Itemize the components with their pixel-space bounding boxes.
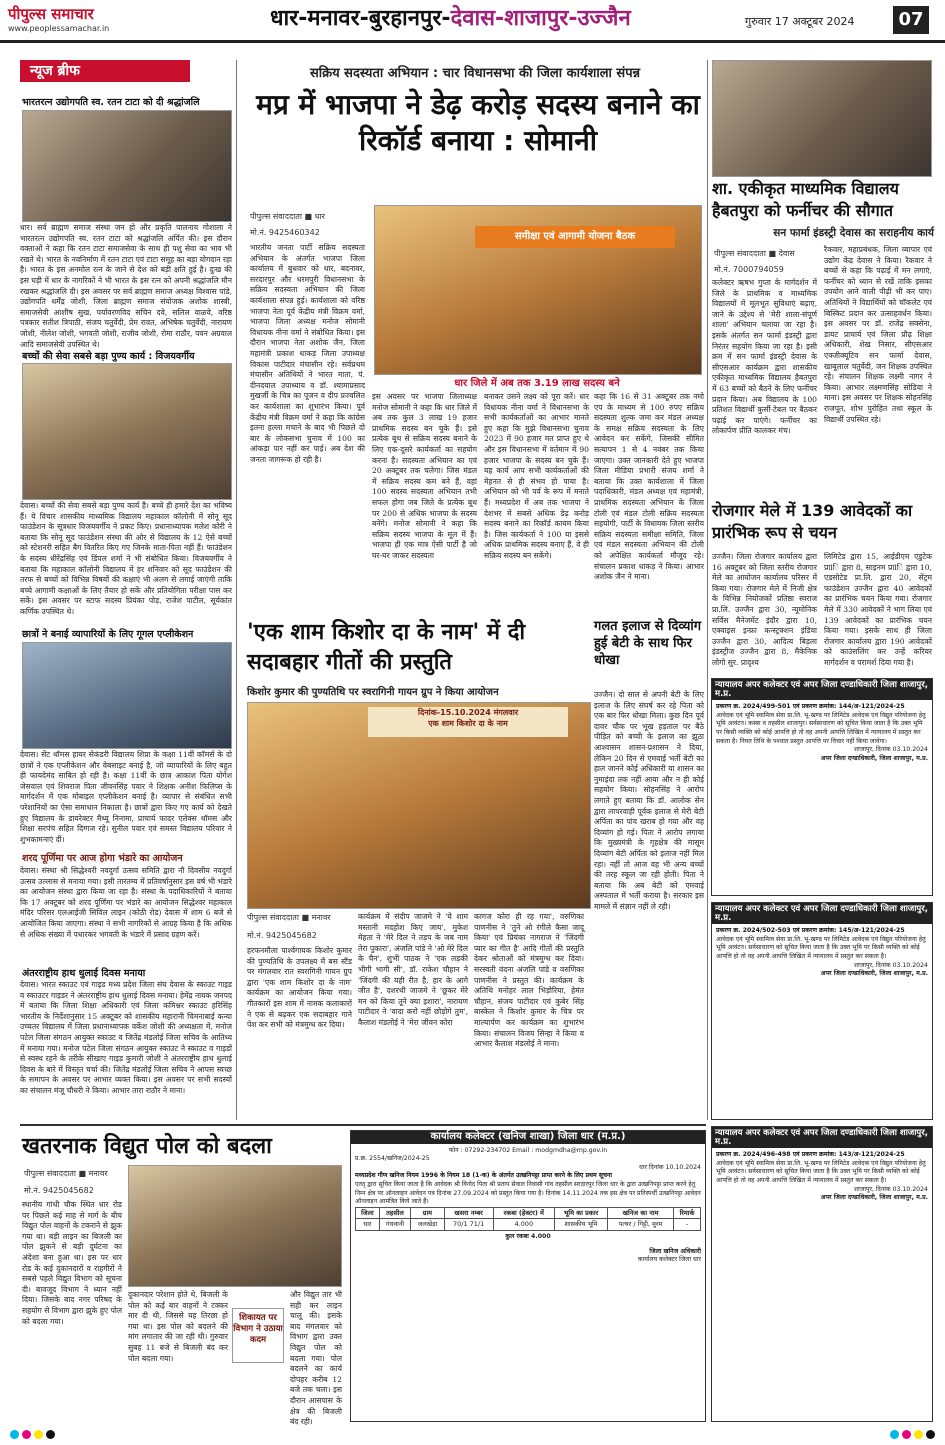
brief-headline-app: छात्रों ने बनाई व्यापारियों के लिए गूगल एप्लीकेशन <box>22 629 194 640</box>
horizontal-divider <box>20 1124 706 1126</box>
brief-body-tata: धार। सर्व ब्राह्मण समाज संस्था जन हो और प्रकृति पालनाय गोशाला ने भारतरत्न उद्योगपति स्व. रतन टाटा को श्रद्धांजलि अर्पित की। इस दौरान वक्ताओं ने कहा कि रतन टाटा समाजसेवा के साथ ही पशु सेवा का भाव भी रखते थे। भारत के नवनिर्माण में रतन टाटा एवं टाटा समूह का बड़ा योगदान रहा है। भारत के इस अनमोल रत्न के जाने से देश को बड़ी क्षति हुई है। दुःख की इस घड़ी में धार के नागरिकों ने भी भारत के इस रत्न को अपनी श्रद्धांजलि मौन रखकर श्रद्धांजलि दी। इस अवसर पर सर्व ब्राह्मण समाज अध्यक्ष विश्वास पांडे, उद्योगपति धर्मेंद्र जोशी, जिला ब्राह्मण समाज संयोजक अशोक शास्त्री, समाजसेवी आशीष सुख, पर्यावरणविद सचिन दवे, सलिल वाळवे, वरिष्ठ पत्रकार सतीश त्रिपाठी, संजय चतुर्वेदी, प्रेम रावत, अभिषेक चतुर्वेदी, नारायण जोशी, नीलेश जोशी, भगवती जोशी, राजीव जोशी, रोमा राठौर, पवन अग्रवाल आदि समाजसेवी उपस्थित थे। <box>20 223 232 349</box>
bjp-photo <box>374 205 702 375</box>
kishore-col-1: हरफनमौला पार्श्वगायक किशोर कुमार की पुण्यतिथि के उपलक्ष्य में बस स्टैंड पर मंगलवार रात स्वरागिनी गायन ग्रुप द्वारा 'एक शाम किशोर दा के नाम' कार्यक्रम का आयोजन किया गया। गीतकारों इस शाम में नामक कलाकारों ने एक से बढ़कर एक सदाबहार गाने पेश कर सभी को मंत्रमुग्ध कर दिया। <box>247 946 352 1030</box>
kishore-col-2: कार्यक्रम में संदीप जाजमे ने 'ये शाम मस्तानी मदहोश किए जाय', मुकेश मेहता ने 'मेरे दिल ने तड़प के जब नाम तेरा पुकारा', अंजलि पांडे ने 'ओ मेरे दिल के चैन', शुभी पाठक ने 'एक लड़की भीगी भागी सी', डॉ. राकेश चौहान ने 'जिंदगी की यही रीत है, हार के आगे जीत है', दशरथी जाजमे ने 'छूकर मेरे मन को किया तूने क्या इशारा', नारायण पाटीदार ने 'वादा करो नहीं छोड़ोगे तुम', कैलाश मंडलोई ने 'मेरा जीवन कोरा <box>358 912 468 1027</box>
mining-table-cell: 70/1 71/1 <box>444 1219 493 1231</box>
court-notice-2-date: शाजापुर, दिनांक 03.10.2024 <box>853 961 928 969</box>
bjp-photo-banner: समीक्षा एवं आगामी योजना बैठक <box>475 226 675 248</box>
brief-body-app: देवास। सेंट थॉमस हायर सेकंडरी विद्यालय शिप्रा के कक्षा 11वीं कॉमर्स के दो छात्रों ने एक एप्लीकेशन और वेबसाइट बनाई है, जो व्यापारियों के लिए बहुत ही फायदेमंद साबित हो रही है। कक्षा 11वीं के छात्र आकाश पिता योगेश जेसवाल एवं शिवराज पिता जीवनसिंह पवार ने शिक्षक अनीश फिलिप्स के मार्गदर्शन में एक मोबाइल एप्लीकेशन बनाई है। व्यापार से संबंधित सभी परेशानियों का ऐसा समाधान निकाला है। छात्रों द्वारा किए गए कार्य को देखते हुए विद्यालय के डायरेक्टर मैथ्यू निनामा, प्राचार्य फादर एलेक्स थॉमस और शिक्षा सरपंच सहित दिग्गज रहे। सुनील पवार एवं समस्त विद्यालय परिवार ने शुभकामनाएं दीं। <box>20 750 232 844</box>
school-photo <box>712 60 932 177</box>
treatment-headline: गलत इलाज से दिव्यांग हुई बेटी के साथ फिर धोखा <box>594 619 702 668</box>
bjp-col-4: कहा कि 16 से 31 अक्टूबर तक नमो एप के माध्यम से 100 रुपए सक्रिय सदस्यता शुल्क जमा कर मंडल अध्यक्ष के समक्ष सक्रिय सदस्यता के लिए आवेदन कर सकेंगे, जिसकी सीमित सत्यापन 1 से 4 नवंबर तक किया जाएगा। उक्त जानकारी देते हुए भाजपा जिला मीडिया प्रभारी संजय शर्मा ने बताया कि उक्त कार्यशाला में जिला पदाधिकारी, मंडल अध्यक्ष एवं महामंत्री, प्राथमिक सदस्यता अभियान के जिला टोली एवं मंडल टोली सक्रिय सदस्यता सहयोगी, पार्टी के विधायक जिला स्तरीय सक्रिय सदस्यता समीक्षा समिति, जिला एवं मंडल सदस्यता अभियान की टोली को अपेक्षित कार्यकर्ता मौजूद रहे। संचालन प्रकाश धाकड़ ने किया। आभार अशोक जैन ने माना। <box>594 392 704 582</box>
cmyk-dot-black <box>926 1430 935 1439</box>
court-notice-3 <box>711 1126 933 1422</box>
school-headline: शा. एकीकृत माध्यमिक विद्यालय हैबतपुरा को फर्नीचर की सौगात <box>712 179 899 220</box>
brand-logo: पीपुल्स समाचार <box>8 5 94 23</box>
cmyk-dot-magenta <box>22 1430 31 1439</box>
cmyk-dot-black <box>46 1430 55 1439</box>
bjp-mobile: मो.नं. 9425460342 <box>250 228 320 237</box>
mining-table-cell: गंधवानी <box>379 1219 410 1231</box>
kishore-headline: 'एक शाम किशोर दा के नाम' में दी सदाबहार गीतों की प्रस्तुति <box>247 620 526 675</box>
mining-notice <box>350 1130 706 1422</box>
column-divider-mid <box>707 60 708 1120</box>
school-col-2: रैकवार, महाप्रबंधक, जिला व्यापार एवं उद्योग केंद्र देवास ने किया। रैकवार ने बच्चों से कहा कि पढ़ाई में मन लगाएं, फर्नीचर को ध्यान से रखें ताकि इसका उपयोग आने वाली पीढ़ी भी कर पाए। अतिथियों ने विद्यार्थियों को चॉकलेट एवं बिस्किट प्रदान कर उत्साहवर्धन किया। इस अवसर पर डॉ. राजेंद्र सक्सेना, डायट प्राचार्य एवं जिला प्रौढ़ शिक्षा अधिकारी, शेख निसार, सीएसआर एक्जीक्यूटिव सन फार्मा देवास, खाबूलाल चतुर्वेदी, जन शिक्षक उपस्थित रहे। संचालन शिक्षक लक्ष्मी नागर ने किया। आभार लक्ष्मणसिंह सोडिया ने माना। इस अवसर पर शिक्षक सोहनसिंह राजपूत, शोभ पुरोहित तथा स्कूल के विद्यार्थी उपस्थित रहे। <box>824 245 932 424</box>
issue-date: गुरुवार 17 अक्टूबर 2024 <box>745 15 855 28</box>
mining-table-header: तहसील <box>379 1207 410 1219</box>
court-notice-2-case: प्रकरण क्र. 2024/502-503 एवं प्रकरण क्रमांक: 145/अ-121/2024-25 <box>716 927 905 935</box>
mining-notice-signature: कार्यालय कलेक्टर जिला धार <box>637 1256 701 1264</box>
mining-notice-title: कार्यालय कलेक्टर (खनिज शाखा) जिला धार (म.प्र.) <box>351 1131 705 1144</box>
mining-table-header: जिला <box>356 1207 380 1219</box>
pole-photo <box>128 1165 342 1287</box>
court-notice-1-case: प्रकरण क्र. 2024/499-501 एवं प्रकरण क्रमांक: 144/अ-121/2024-25 <box>716 703 905 711</box>
cmyk-dot-yellow <box>34 1430 43 1439</box>
court-notice-2-footer: अपर जिला दण्डाधिकारी, जिला शाजापुर, म.प्र. <box>820 970 928 978</box>
pole-mobile: मो.नं. 9425045682 <box>24 1186 94 1195</box>
pole-highlight-box: शिकायत पर विभाग ने उठाया कदम <box>232 1308 284 1363</box>
bjp-col-1: भारतीय जनता पार्टी सक्रिय सदस्यता अभियान के अंतर्गत भाजपा जिला कार्यालय में बुधवार को धार, बदनावर, सरदारपुर और धरमपुरी विधानसभा के सक्रिय सदस्यता अभियान की जिला कार्यशाला संपन्न हुई। कार्यशाला को वरिष्ठ भाजपा नेता पूर्व केंद्रीय मंत्री विक्रम वर्मा, भाजपा जिला अध्यक्ष मनोज सोमानी विधायक नीना वर्मा ने संबोधित किया। इस दौरान भाजपा नेता अशोक जैन, जिला महामंत्री प्रकाश धाकड़ जिला उपाध्यक्ष विकास पाटीदार मंचासीन रहे। सर्वप्रथम मंचासीन अतिथियों ने भारत माता, पं. दीनदयाल उपाध्याय व डॉ. श्यामाप्रसाद मुखर्जी के चित्र का पूजन व दीप प्रज्वलित कर कार्यशाला का शुभारंभ किया। पूर्व केंद्रीय मंत्री विक्रम वर्मा ने कहा कि कांग्रेस इतना हल्ला मचाने के बाद भी पिछले दो बार के लोकसभा चुनाव में 100 का आंकड़ा पार नहीं कर पाई। अब देश की जनता जागरूक हो रही है। <box>250 243 365 464</box>
brief-body-handwash: देवास। भारत स्काउट एवं गाइड मध्य प्रदेश जिला संघ देवास के स्काउट गाइड व स्काउटर गाइडर ने अंतरराष्ट्रीय हाथ धुलाई दिवस मनाया। हेमेंद्र नायक जनपद में बताया कि जिला शिक्षा अधिकारी एवं जिला कमिश्नर स्काउट हरिसिंह भारतीय के निर्देशानुसार 15 अक्टूबर को शासकीय महारानी चिमनाबाई कन्या उच्चतर विद्यालय में जिला प्रधानाध्यापक वर्केश जोशी की अध्यक्षता में, मनोज पटेल जिला संगठन आयुक्त स्काउट व जितेंद्र मंडलोई जिला सचिव के आतिथ्य में मनाया गया। मनोज पटेल जिला संगठन आयुक्त स्काउट ने स्काउट व गाइडों से स्वस्थ रहने के तरीके सीखाए गाइड कुमारी जोशी ने अंतरराष्ट्रीय हाथ धुलाई दिवस के बारे में विस्तृत चर्चा की। जितेंद्र मंडलोई जिला सचिव ने आपस स्वच्छ के समापन के अवसर पर आभार व्यक्त किया। इस अवसर पर सभी सदस्यों का संचालन मंजू चौधरी ने किया। आभार तारा राठौर ने माना। <box>20 980 232 1095</box>
mining-notice-subject: मध्यप्रदेश गौण खनिज नियम 1996 के नियम 18 (1-क) के अंतर्गत उत्खनिपट्टा प्राप्त करने के लिए प्रथम सूचना <box>355 1172 612 1180</box>
mining-table-cell: जलखेड़ा <box>411 1219 444 1231</box>
court-notice-3-case: प्रकरण क्र. 2024/496-498 एवं प्रकरण क्रमांक: 143/अ-121/2024-25 <box>716 1151 905 1159</box>
kishore-poster-title: एक शाम किशोर दा के नाम <box>428 719 508 728</box>
court-notice-2 <box>711 902 933 1120</box>
court-notice-3-body: आवेदक एवं भूमि स्वामित्व सेवा प्रा.लि. भू-खण्ड पर लिमिटेड आवेदक एवं विद्युत परियोजना हेतु भूमि आवंटन। सर्वसाधारण को सूचित किया जाता है कि उक्त भूमि पर किसी व्यक्ति को कोई आपत्ति हो तो वह अपनी आपत्ति लिखित में न्यायालय में प्रस्तुत कर सकता है। <box>716 1159 926 1184</box>
court-notice-1-date: शाजापुर, दिनांक 03.10.2024 <box>853 746 928 754</box>
mining-notice-total: कुल रकबा 4.000 <box>505 1232 551 1240</box>
job-col-1: उज्जैन। जिला रोजगार कार्यालय द्वारा 16 अक्टूबर को जिला स्तरीय रोजगार मेले का आयोजन कार्यालय परिसर में किया गया। रोजगार मेले में निजी क्षेत्र के विभिन्न नियोजकों प्रतिष्ठा स्वराज प्रा.लि. उज्जैन द्वारा 30, न्यूमोनिक सर्विस मैनेजमेंट इंदौर द्वारा 10, एक्वाइस इन्फ्रा कन्स्ट्रक्शन इंडिया उज्जैन द्वारा 30, आदित्य बिड़ला इंडस्ट्रीज उज्जैन द्वारा 8, मैकेनिक लोगो सुर. प्रादृश्य <box>712 552 817 667</box>
brief-headline-tata: भारतरत्न उद्योगपति स्व. रतन टाटा को दी श्रद्धांजलि <box>22 97 200 108</box>
brief-photo-children <box>22 363 232 500</box>
job-headline: रोजगार मेले में 139 आवेदकों का प्रारंभिक रूप से चयन <box>712 501 913 542</box>
bjp-col-2: इस अवसर पर भाजपा जिलाध्यक्ष मनोज सोमानी ने कहा कि धार जिले में अब तक कुल 3 लाख 19 हजार प्राथमिक सदस्य बन चुके हैं। इसे प्रत्येक बूथ से सक्रिय सदस्य बनाने के लिए एक-दूसरे कार्यकर्ता का सहयोग करना है। सदस्यता अभियान का एवं 20 अक्टूबर तक चलेगा। जिस मंडल में सक्रिय सदस्य कम बने हैं, वहां 100 सदस्य सदस्यता अभियान तभी सफल होगा जब जिले के प्रत्येक बूथ पर 200 से अधिक भाजपा के सदस्य बनेंगे। मनोज सोमानी ने कहा कि सक्रिय सदस्य भाजपा के मूल में हैं। भाजपा ही एक मात्र ऐसी पार्टी है जो घर-घर जाकर सदस्यता <box>372 392 477 560</box>
cmyk-dot-cyan <box>890 1430 899 1439</box>
brief-body-bhandara: देवास। संस्था श्री सिद्धेश्वरी नवदुर्गा उत्सव समिति द्वारा नौ दिवसीय नवदुर्गा उत्सव उल्लास से मनाया गया। इसी तारतम्य में प्रतिवर्षानुसार इस वर्ष भी भंडारे का आयोजन संस्था द्वारा किया जा रहा है। संस्था के पदाधिकारियों ने बताया कि 17 अक्टूबर को शरद पूर्णिमा पर भंडारे का आयोजन सिद्धेश्वर महाकाल मंदिर परिसर एलआईजी सिविल लाइन (कोठी रोड) देवास में शाम 6 बजे से आयोजित किया जाएगा। संस्था ने सभी नागरिकों से आग्रह किया है कि अधिक से अधिक संख्या में पधारकर भगवती के भंडारे में प्रसाद ग्रहण करें। <box>20 866 232 939</box>
brief-headline-handwash: अंतरराष्ट्रीय हाथ धुलाई दिवस मनाया <box>22 968 146 979</box>
mining-table-header: खसरा नम्बर <box>444 1207 493 1219</box>
mining-table-header: खनिज का नाम <box>608 1207 674 1219</box>
mining-notice-date: धार दिनांक 10.10.2024 <box>639 1163 701 1171</box>
court-notice-3-title: न्यायालय अपर कलेक्टर एवं अपर जिला दण्डाधिकारी जिला शाजापुर, म.प्र. <box>712 1127 932 1148</box>
page-number: 07 <box>893 6 929 34</box>
pole-headline: खतरनाक विद्युत पोल को बदला <box>22 1134 272 1159</box>
pole-byline: पीपुल्स संवाददाता ■ मनावर <box>24 1169 108 1178</box>
mining-table-row <box>356 1219 701 1231</box>
school-mobile: मो.नं. 7000794059 <box>714 265 784 274</box>
bjp-col-3: बनाकर उसने लक्ष्य को पूरा करें। धार विधायक नीना वर्मा ने विधानसभा के सभी कार्यकर्ताओं का आभार मानते हुए कहा कि मुझे विधानसभा चुनाव 2023 में 90 हजार मत प्राप्त हुए थे और इस विधानसभा में वर्तमान में 90 हजार भाजपा के सदस्य बन चुके हैं। यह कार्य आप सभी कार्यकर्ताओं की मेहनत से ही संभव हो पाया है। अभियान को भी पर्व के रूप में मनाते हैं। मध्यप्रदेश में अब तक भाजपा ने देशभर में सबसे अधिक डेढ़ करोड़ सदस्य बनाने का रिकॉर्ड कायम किया है। जिस कार्यकर्ता ने 100 या इससे अधिक प्राथमिक सदस्य बनाए हैं, वे ही सक्रिय सदस्य बन सकेंगे। <box>484 392 589 560</box>
brief-photo-tata <box>22 110 232 222</box>
kishore-byline: पीपुल्स संवाददाता ■ मनावर <box>247 913 331 922</box>
job-col-2: लिमिटेड द्वारा 15, आईडीएम एडुटेक प्राlि द्वारा 8, साइनम प्राlि द्वारा 10, एडसोटेड प्रा.लि. द्वारा 20, सेंट्रम फाउंडेशन उज्जैन द्वारा 40 आवेदकों का प्रारंभिक चयन किया गया। रोजगार मेले में 330 आवेदकों ने भाग लिया एवं 139 आवेदकों का प्रारंभिक चयन किया गया। इसके साथ ही जिला रोजगार कार्यालय द्वारा 190 आवेदकों को काउंसलिंग कर उन्हें करियर मार्गदर्शन व परामर्श दिया गया है। <box>824 552 932 667</box>
court-notice-3-footer: अपर जिला दण्डाधिकारी, जिला शाजापुर, म.प्र. <box>820 1194 928 1202</box>
mining-table-header: ग्राम <box>411 1207 444 1219</box>
mining-table-header-row <box>356 1207 701 1219</box>
mining-notice-case: प्र.क्र. 2554/खनिज/2024-25 <box>355 1155 430 1163</box>
brief-headline-bhandara: शरद पूर्णिमा पर आज होगा भंडारे का आयोजन <box>22 853 183 864</box>
mining-notice-intro: एतद् द्वारा सूचित किया जाता है कि आवेदक श्री विनोद पिता श्री प्रताप सेवाल निवासी गांव तहसील सरदारपुर जिला धार के द्वारा उत्खनिपट्टा प्राप्त करने हेतु निम्न क्षेत्र पर ऑनलाइन आवेदन पत्र दिनांक 27.09.2024 को प्रस्तुत किया गया है। दिनांक 14.11.2024 तक इस क्षेत्र पर प्रतिस्पर्धी उत्खनिपट्टा आवेदन ऑनलाइन आमंत्रित किये जाते हैं। <box>355 1180 701 1206</box>
mining-table-cell: धार <box>356 1219 380 1231</box>
mining-table-cell: शासकीय भूमि <box>554 1219 607 1231</box>
pole-col-1: स्थानीय गांधी चौक स्थित धार रोड पर पिछले कई माह से मार्ग के बीच विद्युत पोल वाहनों के टकराने से झुक गया था। बड़ी लाइन का बिजली का पोल झुकने से बड़ी दुर्घटना का अंदेशा बना हुआ था। इस पर धार रोड के कई दुकानदारों व राहगीरों ने सबसे पहले विद्युत विभाग को सूचना दी। बावजूद विभाग ने ध्यान नहीं दिया। जिसके बाद नगर परिषद के सहयोग से विभाग द्वारा झुके हुए पोल को बदला गया। <box>22 1200 122 1326</box>
kishore-poster <box>368 707 568 737</box>
mining-table-cell: 4.000 <box>493 1219 554 1231</box>
court-notice-1-body: आवेदक एवं भूमि स्वामित्व सेवा प्रा.लि. भू-खण्ड पर लिमिटेड आवेदक एवं विद्युत परियोजना हेतु भूमि आवंटन। कस्बा व तहसील शाजापुर। सर्वसाधारण को सूचित किया जाता है कि उक्त भूमि पर किसी व्यक्ति को कोई आपत्ति हो तो वह अपनी आपत्ति लिखित में न्यायालय में प्रस्तुत कर सकता है। नियत तिथि के पश्चात प्रस्तुत आपत्ति पर विचार नहीं किया जावेगा। <box>716 711 926 745</box>
school-col-1: कलेक्टर ऋषभ गुप्ता के मार्गदर्शन में जिले के प्राथमिक व माध्यमिक विद्यालयों में मूलभूत सुविधाएं बढ़ाए, जाने के उद्देश्य से 'मेरी शाला-संपूर्ण शाला' अभियान चलाया जा रहा है। इसके अंतर्गत सन फार्मा इंडस्ट्री द्वारा निरंतर सहयोग किया जा रहा है। इसी क्रम में सन फार्मा इंडस्ट्री देवास के सीएसआर कार्यक्रम द्वारा शासकीय एकीकृत माध्यमिक विद्यालय हैबतपुरा में 63 बच्चों को बैठने के लिए फर्नीचर प्रदान किया। अब विद्यालय के 100 प्रतिशत विद्यार्थी कुर्सी-टेबल पर बैठकर पढ़ाई कर पाएंगे। फर्नीचर का लोकार्पण प्रीति कालकर मंच। <box>712 278 817 436</box>
mining-table-header: रिमार्क <box>674 1207 701 1219</box>
mining-notice-footer: जिला खनिज अधिकारी <box>649 1247 701 1255</box>
newsbrief-label: न्यूज ब्रीफ <box>20 60 190 82</box>
bjp-byline: पीपुल्स संवाददाता ■ धार <box>250 212 325 221</box>
school-subhead: सन फार्मा इंडस्ट्री देवास का सराहनीय कार्य <box>773 227 934 239</box>
kishore-poster-date: दिनांक-15.10.2024 मंगलवार <box>417 708 519 717</box>
bjp-headline: मप्र में भाजपा ने डेढ़ करोड़ सदस्य बनाने का रिकॉर्ड बनाया : सोमानी <box>256 88 700 157</box>
court-notice-1-title: न्यायालय अपर कलेक्टर एवं अपर जिला दण्डाधिकारी जिला शाजापुर, म.प्र. <box>712 679 932 700</box>
kishore-mobile: मो.नं. 9425045682 <box>247 931 317 940</box>
school-byline: पीपुल्स संवाददाता ■ देवास <box>714 249 795 258</box>
kishore-col-3: कागज कोरा ही रह गया', वरुणिका पाणनीस ने 'तुने ओ रंगीले कैसा जादू किया' एवं प्रियंका नागराज ने 'जिंदगी प्यार का गीत है' आदि गीतों की प्रस्तुति देकर श्रोताओं को मंत्रमुग्ध कर दिया। सरस्वती वंदना अंजलि पांडे व वरुणिका पाणनीस ने प्रस्तुत की। कार्यक्रम के अतिथि मनोहर लाल भिड़ोरिया, हेमंत चौहान, संजय पाटीदार एवं कुबेर सिंह बास्केल ने किशोर कुमार के चित्र पर माल्यार्पण कर कार्यक्रम का शुभारंभ किया। संचालन विजय सिन्हा ने किया व आभार कैलाश मंडलोई ने माना। <box>474 912 584 1049</box>
edition-title: धार-मनावर-बुरहानपुर-देवास-शाजापुर-उज्जैन <box>270 6 631 31</box>
cmyk-dot-magenta <box>902 1430 911 1439</box>
mining-table-cell: पत्थर / गिट्टी, मुरम <box>608 1219 674 1231</box>
kishore-subhead: किशोर कुमार की पुण्यतिथि पर स्वरागिनी गायन ग्रुप ने किया आयोजन <box>247 687 499 698</box>
court-notice-1-footer: अपर जिला दण्डाधिकारी, जिला शाजापुर, म.प्र. <box>820 754 928 762</box>
mining-table-header: रकबा (हेक्टर) में <box>493 1207 554 1219</box>
cmyk-dot-cyan <box>10 1430 19 1439</box>
court-notice-2-title: न्यायालय अपर कलेक्टर एवं अपर जिला दण्डाधिकारी जिला शाजापुर, म.प्र. <box>712 903 932 924</box>
bjp-photo-caption: धार जिले में अब तक 3.19 लाख सदस्य बने <box>374 375 700 389</box>
brief-body-children: देवास। बच्चों की सेवा सबसे बड़ा पुण्य कार्य है। बच्चे ही हमारे देश का भविष्य हैं। ये विचार शासकीय माध्यमिक विद्यालय महाकाल कॉलोनी में सोनू सूद फाउंडेशन के सूत्रधार विजयवर्गीय ने प्रकट किए। प्रधानाध्यापक मलेश कोरी ने बताया कि सोनू सूद फाउंडेशन संस्था की ओर से विद्यालय के 12 ऐसे बच्चों को स्टेशनरी सहित बैग वितरित किए गए जिनके माता-पिता नहीं हैं। फाउंडेशन के सदस्य धीरेंद्रसिंह एवं डिंपल शर्मा ने भी संबोधित किया। विजयवर्गीय ने बताया कि महाकाल कॉलोनी विद्यालय में हर शनिवार को सूद फाउंडेशन की तरफ से बच्चों को विभिन्न विषयों की कक्षाएं भी अलग से लगाई जाएंगी ताकि बच्चे आगामी कक्षाओं के लिए तैयार हो सकें और प्रतियोगिता परीक्षा पास कर सकें। इस अवसर पर स्टाफ सदस्य प्रियंका पोड़, राजेश पाटील, सूर्यकांत कर्णिक उपस्थित थे। <box>20 501 232 616</box>
mining-notice-table <box>355 1207 701 1231</box>
pole-col-3: और विद्युत तार भी सही कर लाइन चालू की। इसके बाद मंगलवार को विभाग द्वारा उक्त विद्युत पोल को बदला गया। पोल बदलने का कार्य दोपहर करीब 12 बजे तक चला। इस दौरान आसपास के क्षेत्र की बिजली बंद रही। <box>290 1290 342 1427</box>
court-notice-2-body: आवेदक एवं भूमि स्वामित्व सेवा प्रा.लि. भू-खण्ड पर लिमिटेड आवेदक एवं विद्युत परियोजना हेतु भूमि आवंटन। सर्वसाधारण को सूचित किया जाता है कि उक्त भूमि पर किसी व्यक्ति को कोई आपत्ति हो तो वह अपनी आपत्ति लिखित में न्यायालय में प्रस्तुत कर सकता है। <box>716 935 926 960</box>
treatment-body: उज्जैन। दो साल से अपनी बेटी के लिए इलाज के लिए संघर्ष कर रहे पिता को एक बार फिर धोखा मिला। कुछ दिन पूर्व दावर चौक पर भूख हड़ताल पर बैठे पीड़ित को बच्ची के इलाज का झूठा आश्वासन शासन-प्रशासन ने दिया, लेकिन 20 दिन से एमवाई भर्ती बेटी का हाल जानने कोई अधिकारी या शासन का नुमाइंदा तक नहीं आया और न ही कोई सहयोग किया। सोहनसिंह ने आरोप लगाते हुए बताया कि डॉ. आलोक सेन द्वारा लापरवाही पूर्वक इलाज से मेरी बेटी अर्पिता का पांव खराब हो गया और वह दिव्यांग हो गई। पिता ने आरोप लगाया कि मुख्यमंत्री के गृहक्षेत्र की मासूम दिव्यांग बेटी अर्पिता को इलाज नहीं मिल रहा। नहीं तो आज वह भी अन्य बच्चों की तरह स्कूल जा रही होती। पिता ने बताया कि अब बेटी को एमवाई अस्पताल में भर्ती कराया है। सरकार इस मामले में संज्ञान नहीं ले रही। <box>594 690 704 911</box>
cmyk-dot-yellow <box>914 1430 923 1439</box>
mining-table-cell: - <box>674 1219 701 1231</box>
bjp-kicker: सक्रिय सदस्यता अभियान : चार विधानसभा की जिला कार्यशाला संपन्न <box>309 66 641 81</box>
brand-url: www.peoplessamachar.in <box>8 24 110 33</box>
kishore-photo <box>247 702 591 909</box>
mining-table-header: भूमि का प्रकार <box>554 1207 607 1219</box>
brief-photo-app <box>22 642 232 749</box>
brief-headline-children: बच्चों की सेवा सबसे बड़ा पुण्य कार्य : विजयवर्गीय <box>22 351 195 362</box>
mining-notice-contact: फोन : 07292-234702 Email : modgmdha@mp.gov.in <box>448 1146 608 1154</box>
court-notice-3-date: शाजापुर, दिनांक 03.10.2024 <box>853 1185 928 1193</box>
column-divider-left <box>236 60 237 1120</box>
pole-col-2: दुकानदार परेशान होते थे, बिजली के पोल को कई बार वाहनों ने टक्कर मार दी थी, जिससे यह तिरछा हो गया था। इस पोल को बदलने की मांग लगातार की जा रही थी। गुरुवार सुबह 11 बजे से बिजली बंद कर पोल बदला गया। <box>128 1290 228 1363</box>
court-notice-1 <box>711 678 933 896</box>
